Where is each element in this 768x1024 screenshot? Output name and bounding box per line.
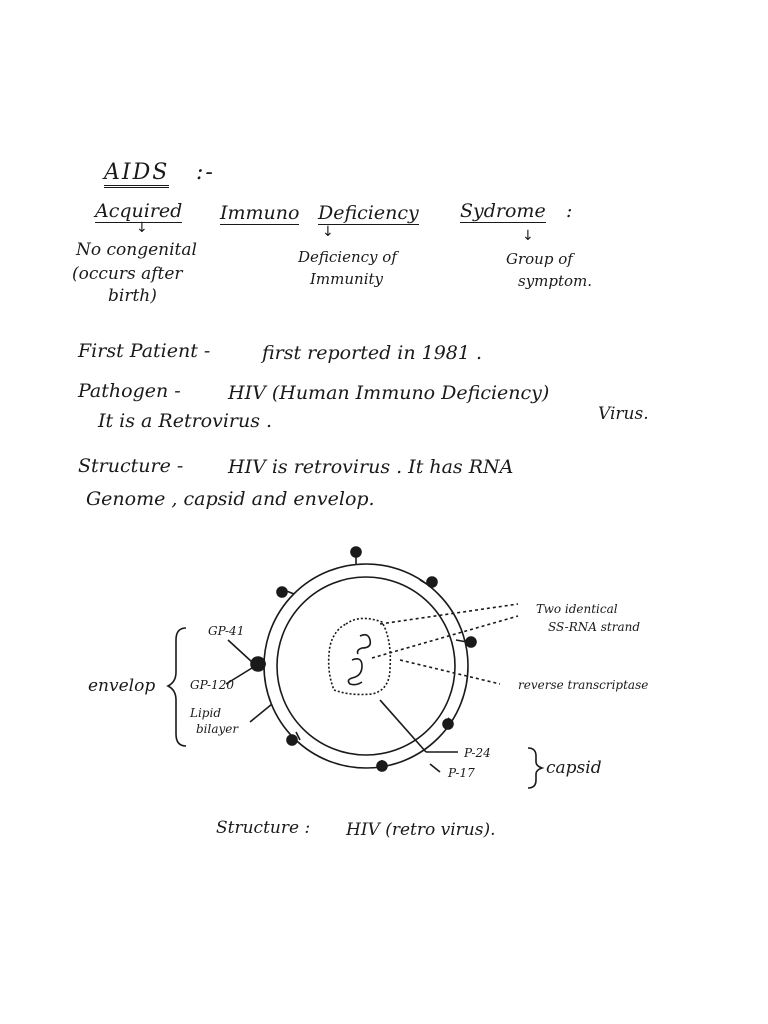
down-arrow-icon: ↓	[136, 220, 148, 236]
label-rna-2: SS-RNA strand	[548, 620, 641, 634]
label-lipid-1: Lipid	[190, 706, 222, 720]
envelop-brace-icon	[168, 628, 186, 746]
meaning-syndrome-1: Group of	[506, 250, 573, 268]
meaning-acquired-2: (occurs after	[72, 264, 183, 284]
meaning-syndrome-2: symptom.	[518, 272, 593, 290]
structure-label: Structure -	[78, 455, 184, 477]
term-syndrome: Sydrome	[460, 200, 546, 222]
meaning-deficiency-1: Deficiency of	[298, 248, 397, 266]
first-patient-label: First Patient -	[78, 340, 211, 362]
title-text: AIDS	[104, 160, 170, 185]
glycoprotein-spikes	[251, 547, 476, 771]
label-rt: reverse transcriptase	[518, 678, 649, 692]
term-immuno: Immuno	[220, 202, 300, 224]
term-deficiency: Deficiency	[318, 202, 419, 224]
first-patient-text: first reported in 1981 .	[262, 342, 483, 364]
meaning-acquired-1: No congenital	[76, 240, 197, 260]
rna-strand-icon	[358, 635, 371, 654]
label-gp41: GP-41	[208, 624, 245, 638]
rna-strand-icon	[348, 659, 362, 685]
pathogen-text: HIV (Human Immuno Deficiency)	[228, 382, 550, 404]
meaning-deficiency-2: Immunity	[310, 270, 383, 288]
label-lipid-2: bilayer	[196, 722, 239, 736]
capsid-brace-icon	[528, 748, 542, 788]
label-rna-1: Two identical	[536, 602, 618, 616]
caption-label: Structure :	[216, 818, 311, 838]
down-arrow-icon: ↓	[322, 224, 334, 240]
expansion-colon: :	[566, 200, 573, 222]
label-envelop: envelop	[88, 676, 156, 696]
label-p17: P-17	[448, 766, 475, 780]
pathogen-cont: Virus.	[598, 404, 649, 424]
term-acquired: Acquired	[95, 200, 183, 222]
down-arrow-icon: ↓	[522, 228, 534, 244]
label-capsid: capsid	[546, 758, 602, 778]
envelope-inner	[277, 577, 455, 755]
label-p24: P-24	[464, 746, 491, 760]
caption-text: HIV (retro virus).	[346, 820, 496, 840]
structure-line2: Genome , capsid and envelop.	[86, 488, 375, 510]
pathogen-label: Pathogen -	[78, 380, 181, 402]
label-gp120: GP-120	[190, 678, 234, 692]
structure-text: HIV is retrovirus . It has RNA	[228, 456, 514, 478]
title-suffix: :-	[196, 160, 215, 185]
pathogen-line2: It is a Retrovirus .	[98, 410, 273, 432]
meaning-acquired-3: birth)	[108, 286, 157, 306]
